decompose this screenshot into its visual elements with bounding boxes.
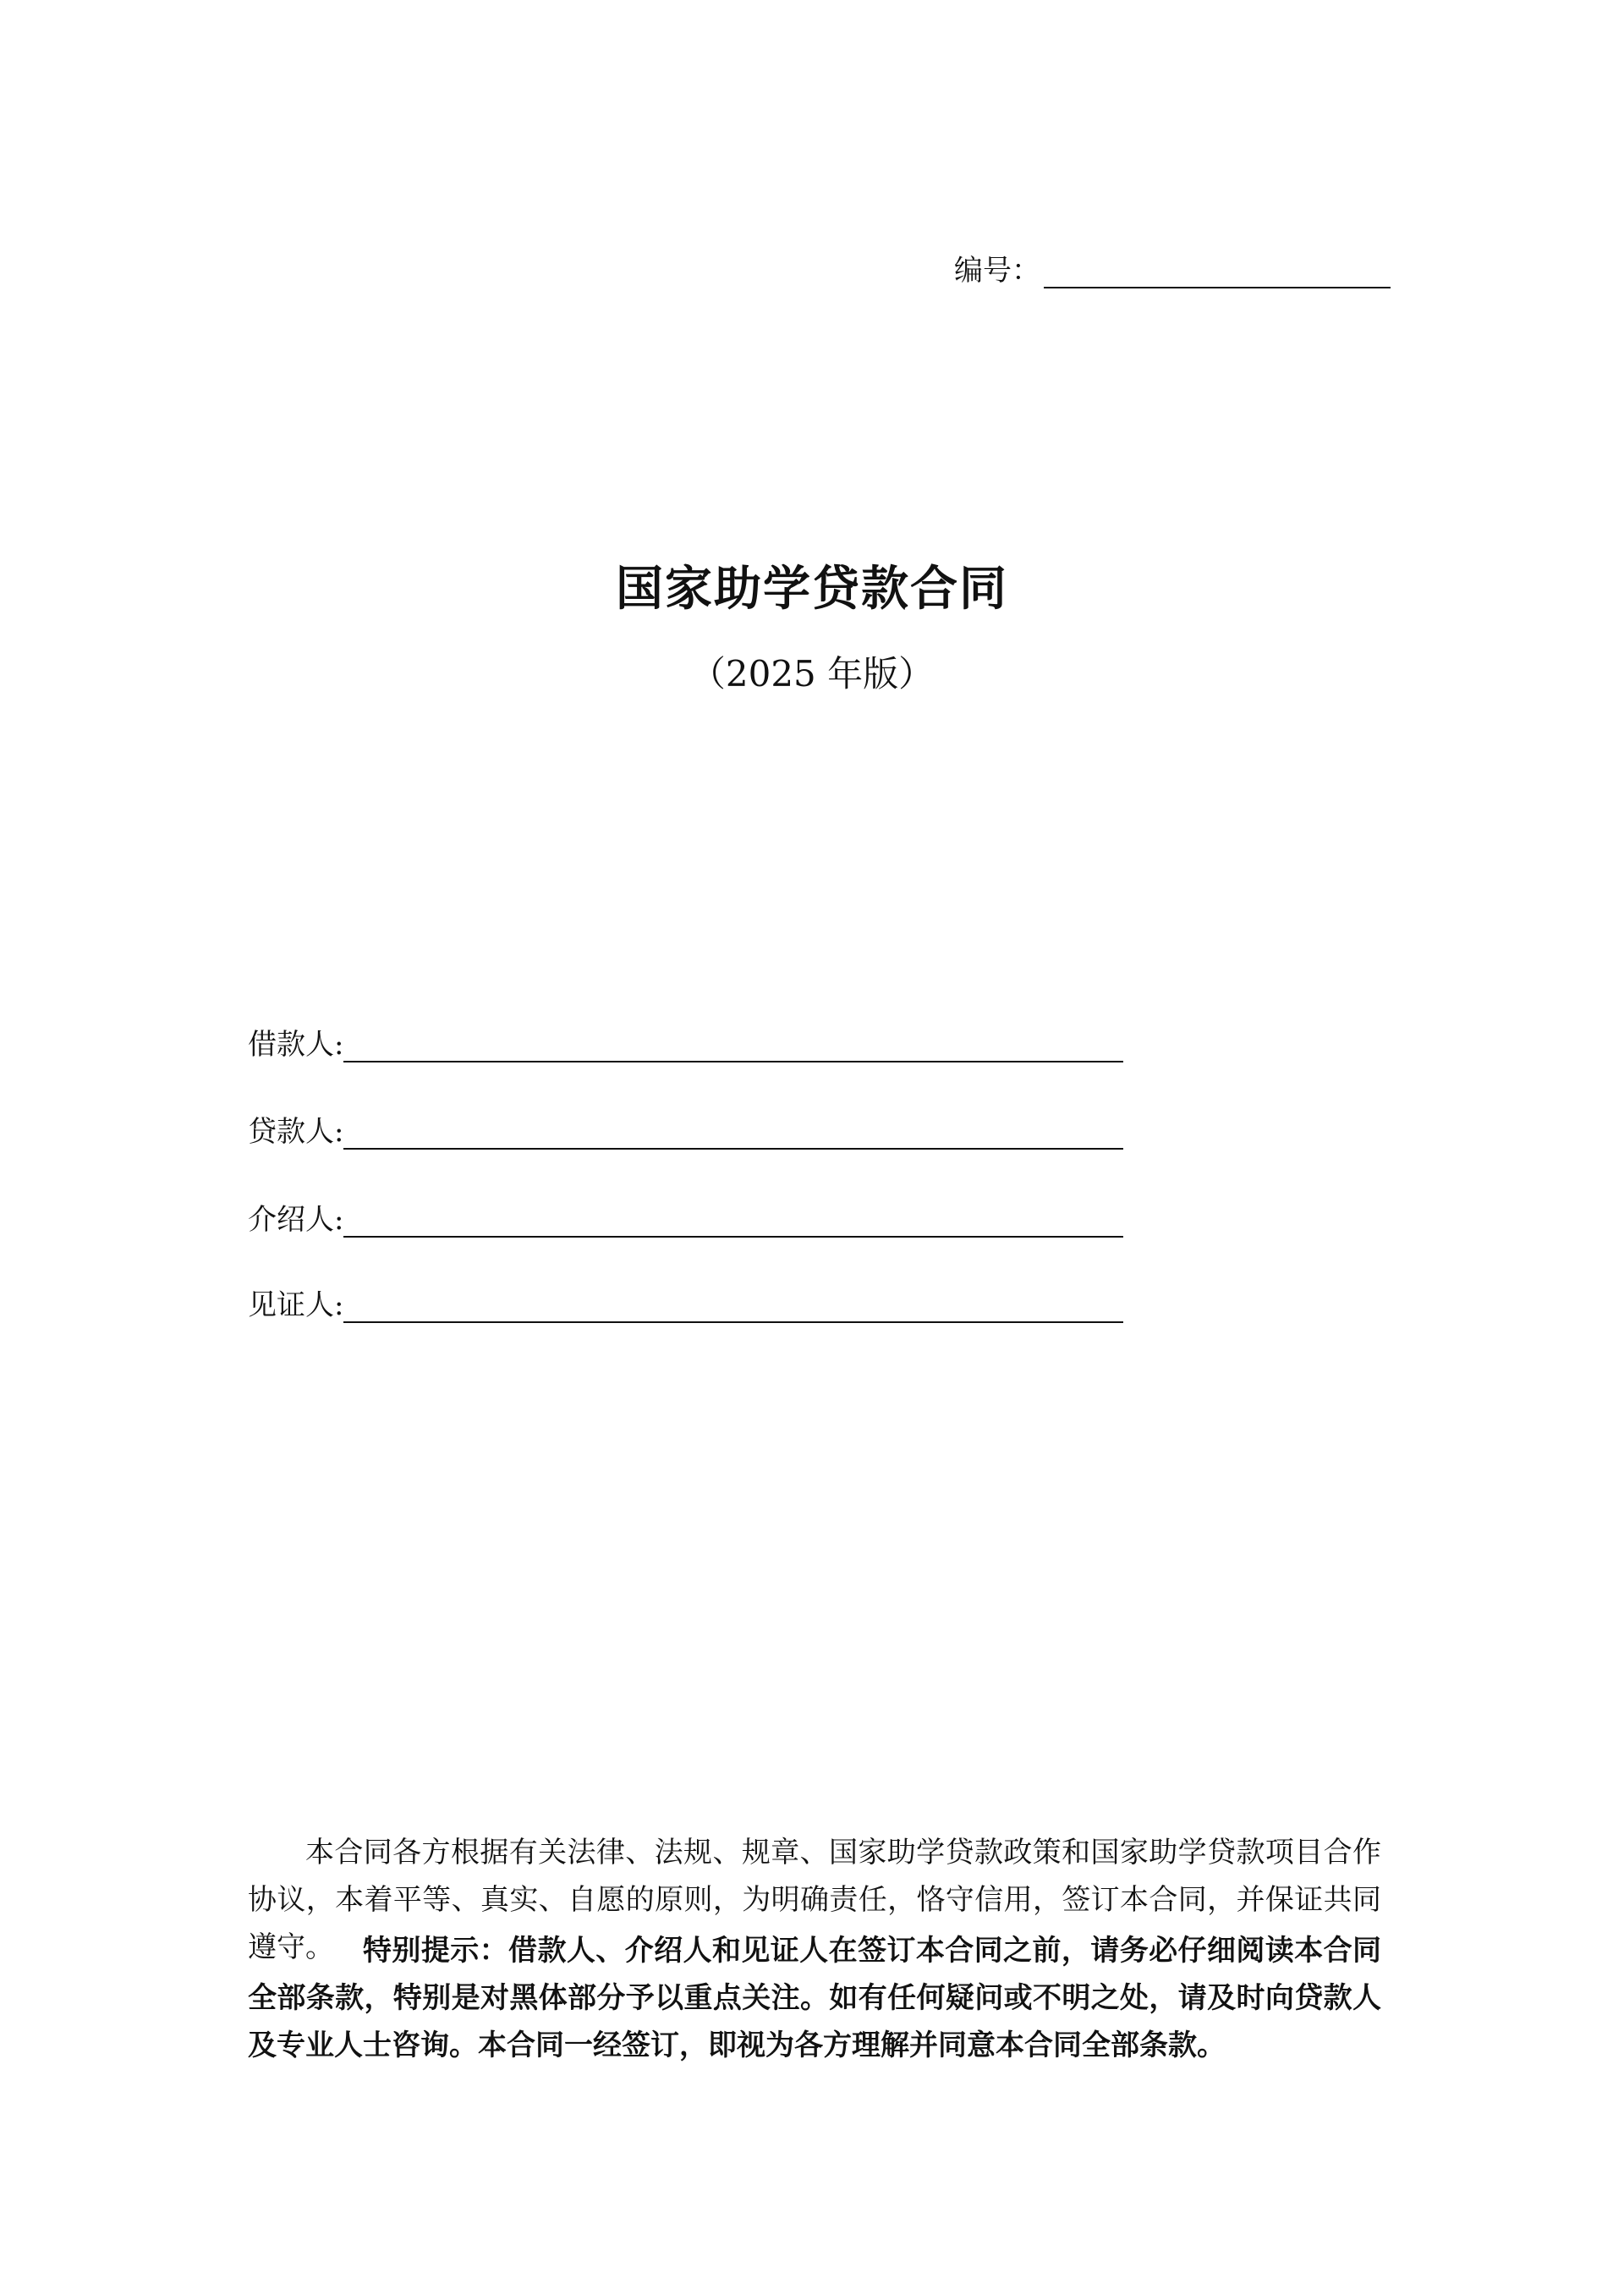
introducer-blank[interactable] [343,1207,1123,1238]
preamble-paragraph: 本合同各方根据有关法律、法规、规章、国家助学贷款政策和国家助学贷款项目合作协议，本着平等、真实、自愿的原则，为明确责任，恪守信用，签订本合同，并保证共同遵守。 [248,1836,1381,1964]
contract-number-field [954,247,1391,288]
borrower-field [248,1021,1123,1062]
document-edition: （2025 年版） [689,653,935,695]
lender-blank[interactable] [343,1119,1123,1150]
witness-blank[interactable] [343,1293,1123,1323]
introducer-field [248,1196,1123,1238]
contract-number-blank[interactable] [1044,256,1391,288]
borrower-blank[interactable] [343,1032,1123,1062]
contract-number-label: 编号： [954,254,1040,288]
borrower-label: 借款人: [248,1028,344,1062]
introducer-label: 介绍人: [248,1203,344,1237]
document-title: 国家助学贷款合同 [616,562,1008,617]
witness-label: 见证人: [248,1288,344,1322]
witness-field [248,1282,1123,1323]
lender-label: 贷款人: [248,1115,344,1149]
special-notice-paragraph: 特别提示：借款人、介绍人和见证人在签订本合同之前，请务必仔细阅读本合同全部条款，特别是对黑体部分予以重点关注。如有任何疑问或不明之处，请及时向贷款人及专业人士咨询。本合同一经签订，即视为各方理解并同意本合同全部条款。 [248,1934,1381,2062]
lender-field [248,1108,1123,1150]
